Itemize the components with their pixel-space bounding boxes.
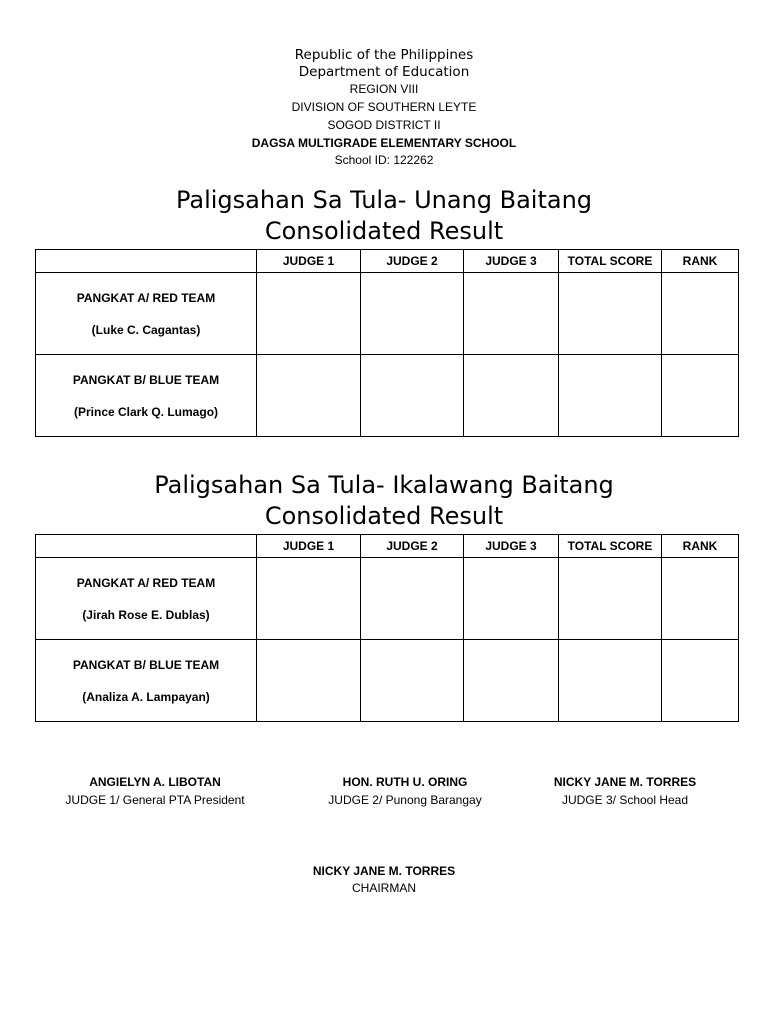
team-cell [36,558,257,640]
judge-2-score-cell[interactable] [361,558,464,640]
total-score-cell[interactable] [559,355,662,437]
judge-2-score-cell[interactable] [361,273,464,355]
column-header-total-score: TOTAL SCORE [559,535,662,558]
team-name: PANGKAT B/ BLUE TEAM [72,657,220,672]
chairman-role: CHAIRMAN [351,881,416,895]
column-header-total-score: TOTAL SCORE [559,250,662,273]
column-header-judge-1: JUDGE 1 [257,535,361,558]
table-row [36,640,739,722]
team-member: (Jirah Rose E. Dublas) [82,607,210,622]
section-title-ikalawang-baitang [0,470,768,532]
section-title-line1: Paligsahan Sa Tula- Ikalawang Baitang [154,471,614,499]
team-cell [36,355,257,437]
rank-cell[interactable] [662,558,739,640]
table-row [36,355,739,437]
header-division: DIVISION OF SOUTHERN LEYTE [291,100,477,114]
team-name: PANGKAT A/ RED TEAM [76,575,216,590]
signatory-name: NICKY JANE M. TORRES [553,775,697,789]
header-district: SOGOD DISTRICT II [327,118,441,132]
header-republic: Republic of the Philippines [294,47,474,63]
team-member: (Analiza A. Lampayan) [82,689,210,704]
signatory-judge-1 [30,775,280,807]
signatory-role: JUDGE 1/ General PTA President [65,793,245,807]
section-title-line2: Consolidated Result [264,502,504,530]
column-header-judge-3: JUDGE 3 [464,535,559,558]
column-header-team [36,250,257,273]
column-header-judge-3: JUDGE 3 [464,250,559,273]
judge-2-score-cell[interactable] [361,355,464,437]
table-header-row [36,250,739,273]
signatory-role: JUDGE 3/ School Head [561,793,689,807]
team-name: PANGKAT B/ BLUE TEAM [72,372,220,387]
judge-1-score-cell[interactable] [257,640,361,722]
judge-3-score-cell[interactable] [464,273,559,355]
column-header-judge-1: JUDGE 1 [257,250,361,273]
rank-cell[interactable] [662,355,739,437]
header-school-name: DAGSA MULTIGRADE ELEMENTARY SCHOOL [251,136,517,150]
column-header-rank: RANK [662,250,739,273]
team-cell [36,640,257,722]
team-name: PANGKAT A/ RED TEAM [76,290,216,305]
judge-3-score-cell[interactable] [464,640,559,722]
signatory-judge-3 [500,775,750,807]
column-header-judge-2: JUDGE 2 [361,250,464,273]
column-header-judge-2: JUDGE 2 [361,535,464,558]
judge-2-score-cell[interactable] [361,640,464,722]
header-school-id: School ID: 122262 [334,153,434,167]
team-member: (Prince Clark Q. Lumago) [73,404,219,419]
table-row [36,273,739,355]
total-score-cell[interactable] [559,558,662,640]
judge-3-score-cell[interactable] [464,355,559,437]
table-header-row [36,535,739,558]
rank-cell[interactable] [662,640,739,722]
signatory-role: JUDGE 2/ Punong Barangay [328,793,482,807]
signatory-name: HON. RUTH U. ORING [342,775,468,789]
judge-1-score-cell[interactable] [257,355,361,437]
signatory-name: ANGIELYN A. LIBOTAN [89,775,221,789]
total-score-cell[interactable] [559,273,662,355]
judge-3-score-cell[interactable] [464,558,559,640]
results-table-unang-baitang [35,249,739,437]
total-score-cell[interactable] [559,640,662,722]
section-title-line2: Consolidated Result [264,217,504,245]
rank-cell[interactable] [662,273,739,355]
header-region: REGION VIII [349,82,419,96]
table-row [36,558,739,640]
signatory-judge-2 [280,775,530,807]
chairman-name: NICKY JANE M. TORRES [312,864,456,878]
section-title-unang-baitang [0,185,768,247]
header-department: Department of Education [298,64,470,80]
team-member: (Luke C. Cagantas) [91,322,201,337]
section-title-line1: Paligsahan Sa Tula- Unang Baitang [175,186,593,214]
column-header-team [36,535,257,558]
judge-1-score-cell[interactable] [257,558,361,640]
team-cell [36,273,257,355]
judge-1-score-cell[interactable] [257,273,361,355]
column-header-rank: RANK [662,535,739,558]
results-table-ikalawang-baitang [35,534,739,722]
